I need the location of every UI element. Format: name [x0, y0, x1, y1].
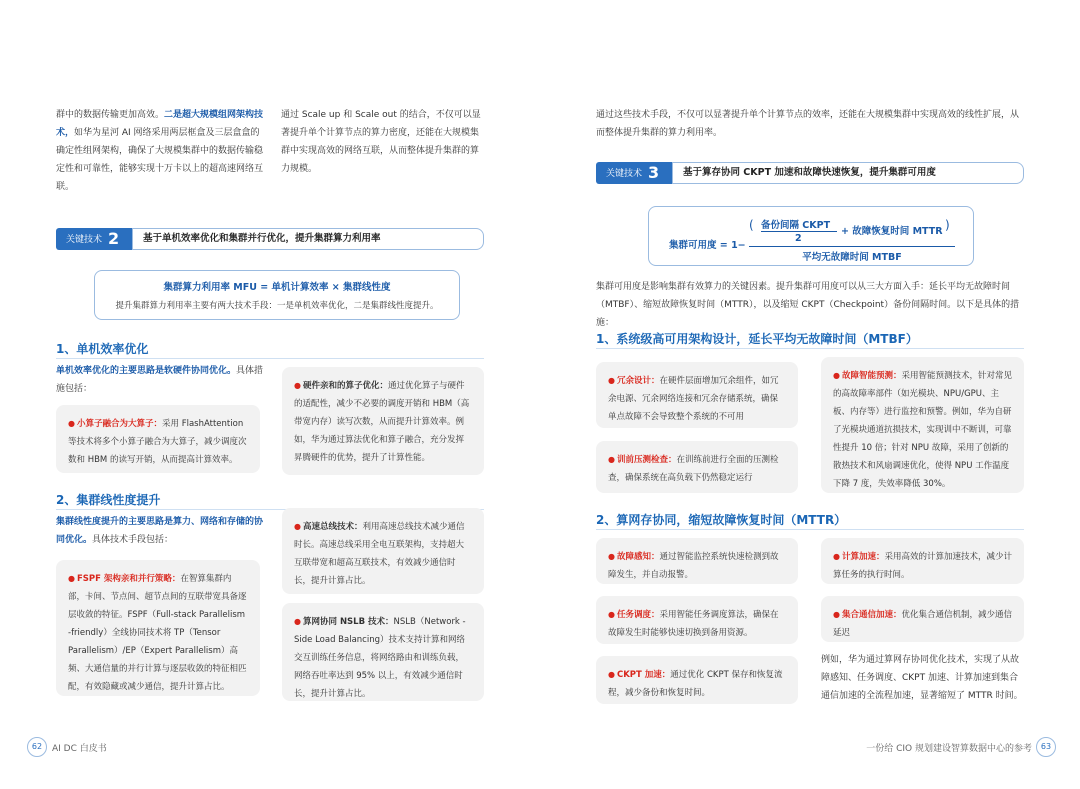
card-ckpt-accel: ● CKPT 加速：通过优化 CKPT 保存和恢复流程，减少备份和恢复时间。: [596, 656, 798, 704]
section-title-single-efficiency: 1、单机效率优化: [56, 342, 149, 356]
formula-den: 平均无故障时间 MTBF: [802, 252, 902, 263]
card-nslb: ● 算网协同 NSLB 技术：NSLB（Network -Side Load Balancing）技术支持计算和网络交互训练任务信息，将网络路由和训练负载，网络吞吐率达到 95% 以上，有效减少通信时长，提升计算占比。: [282, 603, 484, 701]
availability-formula-box: [648, 206, 974, 266]
page-number-right: 63: [1036, 737, 1056, 757]
footer-title-left: AI DC 白皮书: [52, 744, 107, 754]
card-task-scheduling: ● 任务调度：采用智能任务调度算法，确保在故障发生时能够快速切换到备用资源。: [596, 596, 798, 644]
card-high-speed-bus: ● 高速总线技术：利用高速总线技术减少通信时长。高速总线采用全电互联架构，支持超大互联带宽和超高互联技术，有效减少通信时长，提升计算占比。: [282, 508, 484, 594]
bullet-icon: ●: [833, 610, 840, 619]
left-col2-intro: 通过 Scale up 和 Scale out 的结合，不仅可以显著提升单个计算节点的算力密度，还能在大规模集群中实现高效的网络互联，从而整体提升集群的算力规模。: [281, 110, 481, 174]
bullet-icon: ●: [833, 552, 840, 561]
formula-mini-bar: [761, 231, 837, 232]
key-tech-title: 基于算存协同 CKPT 加速和故障快速恢复，提升集群可用度: [672, 162, 1024, 184]
key-tech-3-header: [596, 162, 1024, 184]
bullet-icon: ●: [68, 419, 75, 428]
right-intro: 通过这些技术手段，不仅可以显著提升单个计算节点的效率，还能在大规模集群中实现高效的线性扩展，从而整体提升集群的算力利用率。: [596, 110, 1020, 138]
formula-num-b: 2: [795, 233, 802, 244]
card-compute-accel: ● 计算加速：采用高效的计算加速技术，减少计算任务的执行时间。: [821, 538, 1024, 584]
bullet-icon: ●: [608, 552, 615, 561]
s1-intro: 单机效率优化的主要思路是软硬件协同优化。具体措施包括：: [56, 366, 264, 394]
mfu-formula-box: [94, 270, 460, 320]
card-collective-comm: ● 集合通信加速：优化集合通信机制，减少通信延迟: [821, 596, 1024, 642]
key-tech-title: 基于单机效率优化和集群并行优化，提升集群算力利用率: [132, 228, 484, 250]
mfu-formula-note: 提升集群算力利用率主要有两大技术手段：一是单机效率优化，二是集群线性度提升。: [115, 301, 439, 311]
formula-paren-open: (: [749, 218, 754, 232]
formula-paren-close: ): [945, 218, 950, 232]
bullet-icon: ●: [608, 455, 615, 464]
formula-num-a: 备份间隔 CKPT: [761, 220, 831, 231]
bullet-icon: ●: [294, 617, 301, 626]
bullet-icon: ●: [294, 522, 301, 531]
page-number-left: 62: [27, 737, 47, 757]
formula-lhs: 集群可用度 = 1−: [669, 240, 746, 251]
section-title-cluster-linearity: 2、集群线性度提升: [56, 493, 161, 507]
section-title-mttr: 2、算网存协同，缩短故障恢复时间（MTTR）: [596, 513, 847, 527]
bullet-icon: ●: [608, 610, 615, 619]
section-divider: [596, 529, 1024, 530]
key-tech-tag: 关键技术 3: [596, 162, 672, 184]
bullet-icon: ●: [68, 574, 75, 583]
card-fault-awareness: ● 故障感知：通过智能监控系统快速检测到故障发生，并自动报警。: [596, 538, 798, 584]
s2-intro: 集群线性度提升的主要思路是算力、网络和存储的协同优化。具体技术手段包括：: [56, 517, 264, 545]
section-title-mtbf: 1、系统级高可用架构设计，延长平均无故障时间（MTBF）: [596, 332, 918, 346]
availability-paragraph: 集群可用度是影响集群有效算力的关键因素。提升集群可用度可以从三大方面入手：延长平均无故障时间（MTBF）、缩短故障恢复时间（MTTR），以及缩短 CKPT（Checkpoint）备份间隔时间。以下是具体的措施：: [596, 282, 1020, 328]
card-stress-test: ● 训前压测检查：在训练前进行全面的压测检查，确保系统在高负载下仍然稳定运行: [596, 441, 798, 493]
key-tech-tag: 关键技术 2: [56, 228, 132, 250]
key-tech-2-header: [56, 228, 484, 250]
section-divider: [56, 358, 484, 359]
card-fault-prediction: ● 故障智能预测：采用智能预测技术，针对常见的高故障率部件（如光模块、NPU/GPU、主板、内存等）进行监控和预警。例如，华为自研了光模块通道抗损技术，实现训中不断训，可靠性提升 10 倍；针对 NPU 故障，采用了创新的散热技术和风扇调速优化，使得 NPU 工作温度下降 7 度，失效率降低 30%。: [821, 357, 1024, 493]
card-operator-fusion: ● 小算子融合为大算子：采用 FlashAttention 等技术将多个小算子融合为大算子，减少调度次数和 HBM 的读写开销，从而提高计算效率。: [56, 405, 260, 473]
section-divider: [596, 348, 1024, 349]
mttr-outro: 例如，华为通过算网存协同优化技术，实现了从故障感知、任务调度、CKPT 加速、计算加速到集合通信加速的全流程加速，显著缩短了 MTTR 时间。: [821, 655, 1023, 701]
bullet-icon: ●: [833, 371, 840, 380]
formula-plus: + 故障恢复时间 MTTR: [841, 226, 943, 237]
card-fspf: ● FSPF 架构亲和并行策略：在智算集群内部，卡间、节点间、超节点间的互联带宽具备逐层收敛的特征。FSPF（Full-stack Parallelism -friendly）全线协同技术将 TP（Tensor Parallelism）/EP（Expert Parallelism）高频、大通信量的并行计算与逐层收敛的特征相匹配，有效隐藏或减少通信，提升计算占比。: [56, 560, 260, 696]
left-col1-intro: 群中的数据传输更加高效。二是超大规模组网架构技术，如华为星河 AI 网络采用两层框盒及三层盒盒的确定性组网架构，确保了大规模集群中的数据传输稳定性和可靠性，能够实现十万卡以上的超高速网络互联。: [56, 110, 264, 192]
bullet-icon: ●: [608, 376, 615, 385]
mfu-formula: 集群算力利用率 MFU = 单机计算效率 × 集群线性度: [163, 282, 391, 293]
formula-fraction-bar: [749, 246, 955, 247]
card-hw-affinity: ● 硬件亲和的算子优化：通过优化算子与硬件的适配性，减少不必要的调度开销和 HBM（高带宽内存）读写次数，从而提升计算效率。例如，华为通过算法优化和算子融合，充分发挥昇腾硬件的优势，提升了计算性能。: [282, 367, 484, 475]
card-redundancy: ● 冗余设计：在硬件层面增加冗余组件，如冗余电源、冗余网络连接和冗余存储系统，确保单点故障不会导致整个系统的不可用: [596, 362, 798, 428]
footer-title-right: 一份给 CIO 规划建设智算数据中心的参考: [866, 744, 1032, 754]
bullet-icon: ●: [294, 381, 301, 390]
bullet-icon: ●: [608, 670, 615, 679]
